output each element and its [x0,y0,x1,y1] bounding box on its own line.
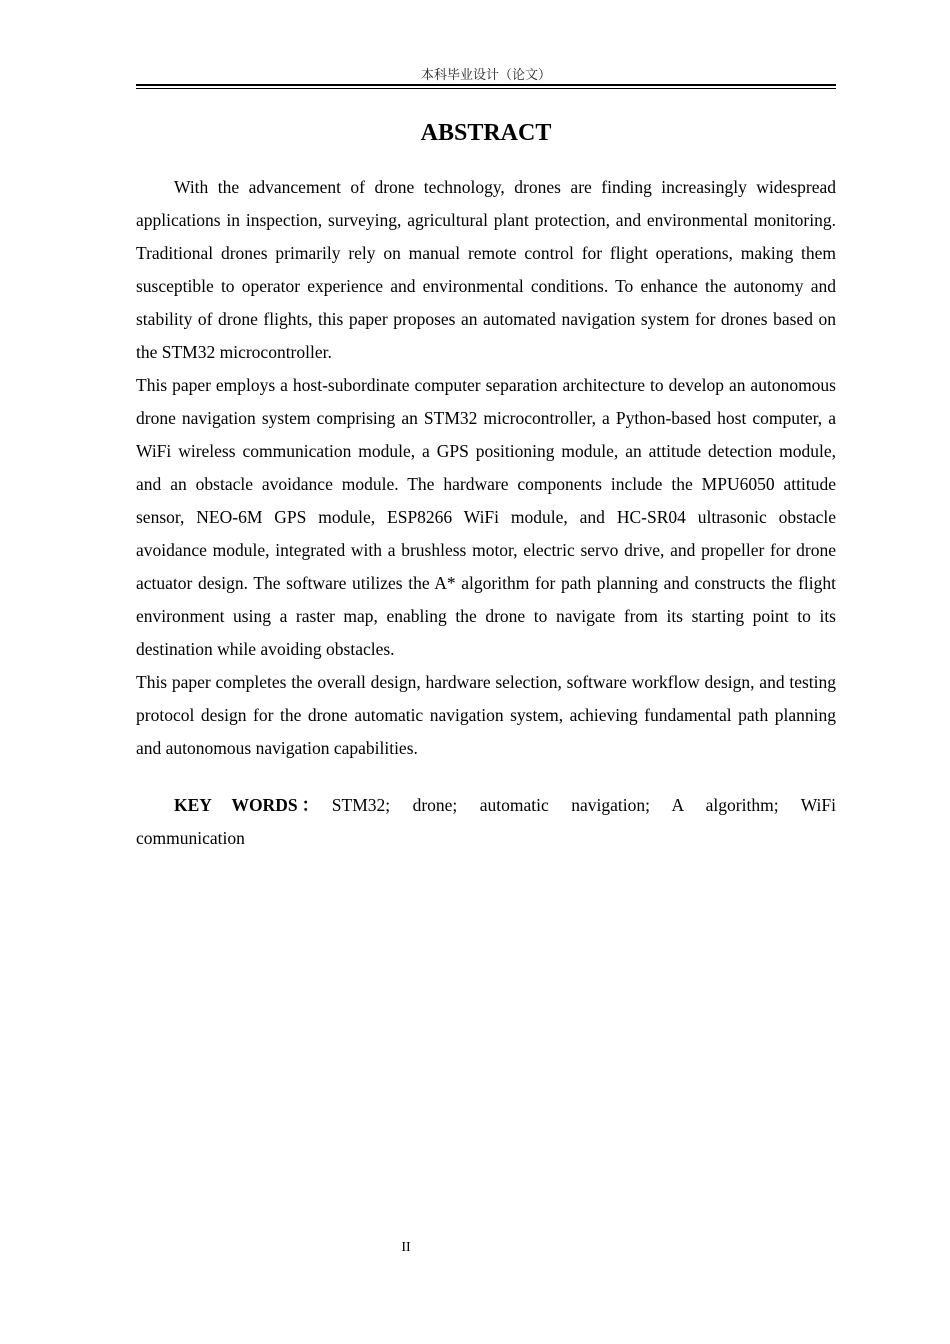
abstract-title: ABSTRACT [420,120,552,146]
page-number: II [401,1240,411,1255]
header-rule-thick [136,84,836,86]
keywords-values: STM32; drone; automatic navigation; A algorithm; WiFi communication [136,795,837,848]
keywords-line [136,789,836,855]
running-header: 本科毕业设计（论文） [420,67,551,82]
abstract-paragraph-3: This paper completes the overall design, hardware selection, software workflow design, and testing protocol design for the drone automatic navigation system, achieving fundamental path planning and autonomous navigation capabilities. [136,672,836,758]
abstract-paragraph-2: This paper employs a host-subordinate computer separation architecture to develop an autonomous drone navigation system comprising an STM32 microcontroller, a Python-based host computer, a WiFi wireless communication module, a GPS positioning module, an attitude detection module, and an obstacle avoidance module. The hardware components include the MPU6050 attitude sensor, NEO-6M GPS module, ESP8266 WiFi module, and HC-SR04 ultrasonic obstacle avoidance module, integrated with a brushless motor, electric servo drive, and propeller for drone actuator design. The software utilizes the A* algorithm for path planning and constructs the flight environment using a raster map, enabling the drone to navigate from its starting point to its destination while avoiding obstacles. [136,375,836,659]
abstract-paragraph-1: With the advancement of drone technology, drones are finding increasingly widespread applications in inspection, surveying, agricultural plant protection, and environmental monitoring. Traditional drones primarily rely on manual remote control for flight operations, making them susceptible to operator experience and environmental conditions. To enhance the autonomy and stability of drone flights, this paper proposes an automated navigation system for drones based on the STM32 microcontroller. [136,177,836,362]
header-rule-thin [136,88,836,89]
keywords-label: KEY WORDS： [174,795,324,815]
abstract-body [136,171,836,765]
